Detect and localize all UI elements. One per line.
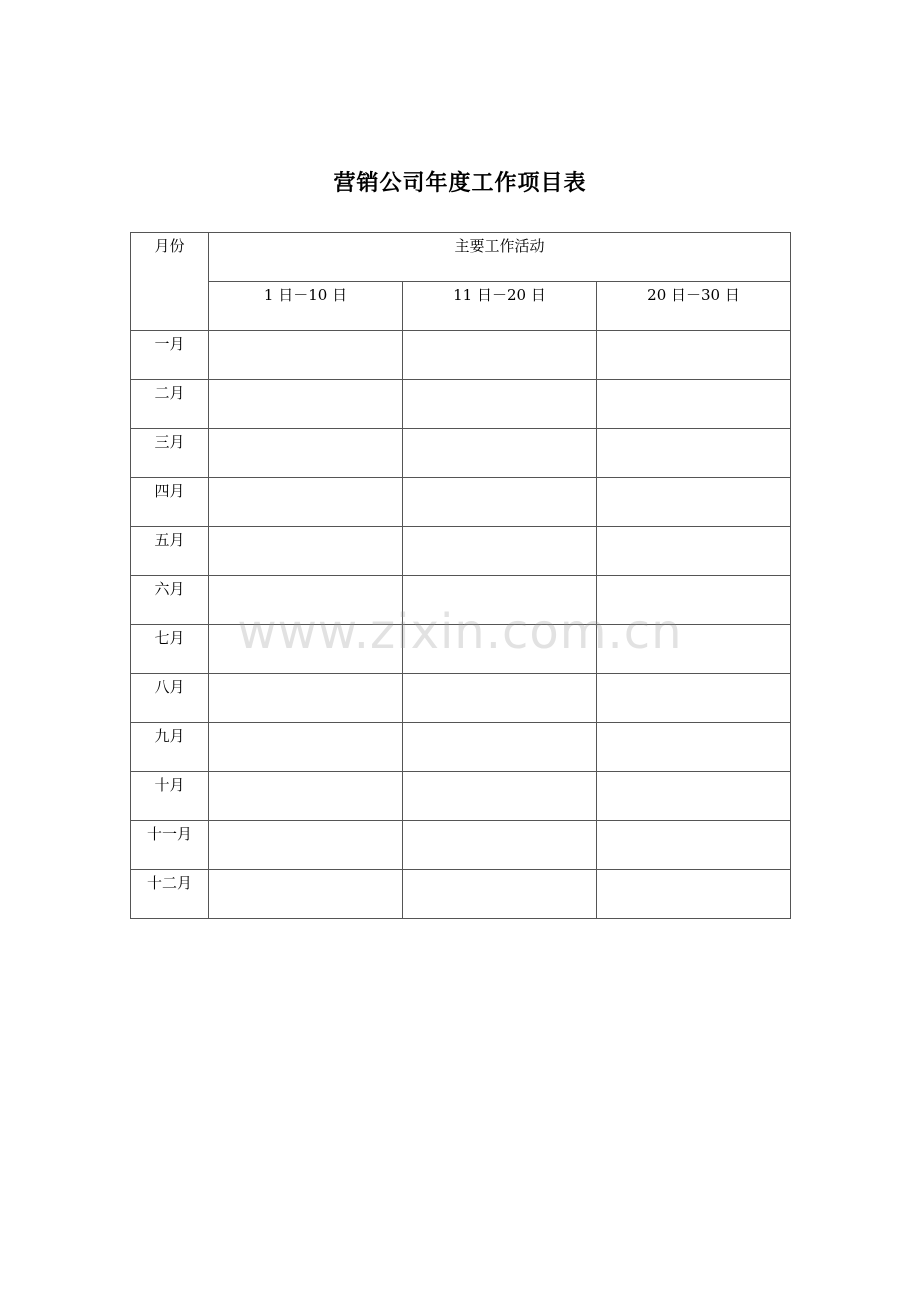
activity-cell[interactable] xyxy=(403,478,597,527)
activities-header-cell xyxy=(209,233,791,282)
activity-cell[interactable] xyxy=(209,478,403,527)
activity-cell[interactable] xyxy=(209,331,403,380)
month-cell xyxy=(131,527,209,576)
activity-cell[interactable] xyxy=(403,723,597,772)
header-row-periods xyxy=(131,282,791,331)
table-row xyxy=(131,576,791,625)
activity-cell[interactable] xyxy=(209,674,403,723)
activity-cell[interactable] xyxy=(597,772,791,821)
activity-cell[interactable] xyxy=(209,772,403,821)
table-row xyxy=(131,429,791,478)
document-title: 营销公司年度工作项目表 xyxy=(333,171,587,196)
month-rows xyxy=(131,331,791,919)
table-row xyxy=(131,380,791,429)
table-row xyxy=(131,674,791,723)
activity-cell[interactable] xyxy=(209,870,403,919)
table-row xyxy=(131,527,791,576)
month-label: 六月 xyxy=(154,580,185,598)
month-cell xyxy=(131,772,209,821)
table-row xyxy=(131,331,791,380)
activity-cell[interactable] xyxy=(209,821,403,870)
activity-cell[interactable] xyxy=(597,429,791,478)
work-plan-table xyxy=(130,232,791,919)
activity-cell[interactable] xyxy=(597,331,791,380)
month-cell xyxy=(131,625,209,674)
month-label: 九月 xyxy=(154,727,185,745)
activity-cell[interactable] xyxy=(403,527,597,576)
month-cell xyxy=(131,674,209,723)
activity-cell[interactable] xyxy=(597,576,791,625)
activity-cell[interactable] xyxy=(209,527,403,576)
table-row xyxy=(131,870,791,919)
period-header-cell xyxy=(597,282,791,331)
month-label: 二月 xyxy=(154,384,185,402)
activity-cell[interactable] xyxy=(209,723,403,772)
table-row xyxy=(131,723,791,772)
month-label: 五月 xyxy=(154,531,185,549)
month-cell xyxy=(131,821,209,870)
period-header-label: 11 日－20 日 xyxy=(453,286,546,304)
activity-cell[interactable] xyxy=(597,380,791,429)
activity-cell[interactable] xyxy=(597,625,791,674)
month-cell xyxy=(131,478,209,527)
month-label: 四月 xyxy=(154,482,185,500)
activity-cell[interactable] xyxy=(209,380,403,429)
month-header-label: 月份 xyxy=(154,237,185,255)
activities-header-label: 主要工作活动 xyxy=(454,237,545,255)
activity-cell[interactable] xyxy=(403,380,597,429)
period-header-cell xyxy=(209,282,403,331)
activity-cell[interactable] xyxy=(209,429,403,478)
period-header-label: 20 日－30 日 xyxy=(647,286,740,304)
period-header-cell xyxy=(403,282,597,331)
activity-cell[interactable] xyxy=(209,625,403,674)
month-label: 十二月 xyxy=(146,874,192,892)
month-cell xyxy=(131,723,209,772)
month-header-cell xyxy=(131,233,209,331)
month-label: 十月 xyxy=(154,776,185,794)
month-label: 十一月 xyxy=(146,825,192,843)
activity-cell[interactable] xyxy=(597,821,791,870)
activity-cell[interactable] xyxy=(403,331,597,380)
month-label: 三月 xyxy=(154,433,185,451)
activity-cell[interactable] xyxy=(209,576,403,625)
activity-cell[interactable] xyxy=(403,870,597,919)
month-cell xyxy=(131,576,209,625)
activity-cell[interactable] xyxy=(403,821,597,870)
table-row xyxy=(131,821,791,870)
watermark: www.zixin.com.cn xyxy=(237,604,683,660)
header-row-activities xyxy=(131,233,791,282)
month-cell xyxy=(131,429,209,478)
table-row xyxy=(131,772,791,821)
activity-cell[interactable] xyxy=(597,478,791,527)
activity-cell[interactable] xyxy=(597,527,791,576)
month-cell xyxy=(131,380,209,429)
activity-cell[interactable] xyxy=(597,870,791,919)
activity-cell[interactable] xyxy=(403,674,597,723)
period-header-label: 1 日－10 日 xyxy=(263,286,348,304)
table-row xyxy=(131,625,791,674)
activity-cell[interactable] xyxy=(403,772,597,821)
activity-cell[interactable] xyxy=(403,429,597,478)
month-cell xyxy=(131,870,209,919)
activity-cell[interactable] xyxy=(597,723,791,772)
activity-cell[interactable] xyxy=(403,576,597,625)
month-label: 八月 xyxy=(154,678,185,696)
activity-cell[interactable] xyxy=(597,674,791,723)
month-label: 七月 xyxy=(154,629,185,647)
month-cell xyxy=(131,331,209,380)
activity-cell[interactable] xyxy=(403,625,597,674)
month-label: 一月 xyxy=(154,335,185,353)
table-row xyxy=(131,478,791,527)
